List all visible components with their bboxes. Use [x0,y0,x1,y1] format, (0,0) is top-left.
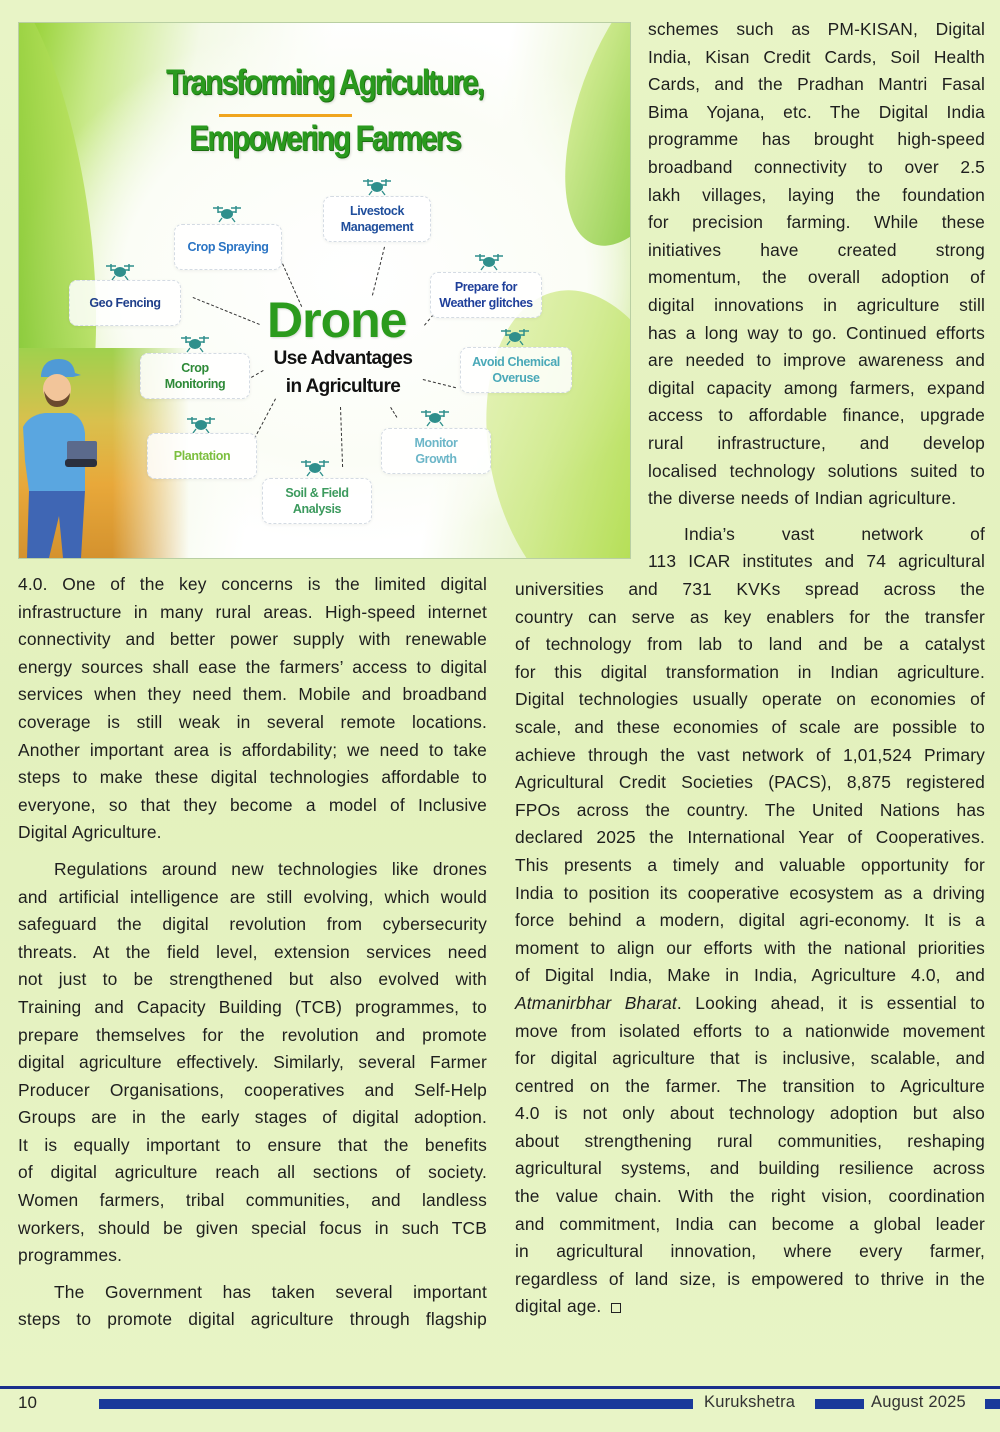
node-geo-fencing: Geo Fencing [69,280,181,326]
center-subtitle-line1: Use Advantages [273,348,413,369]
footer-bar [985,1399,1000,1409]
connector-line [390,407,397,418]
drone-icon [473,253,505,271]
footer-issue-date: August 2025 [871,1393,966,1411]
drone-icon [185,416,217,434]
node-monitor-growth: Monitor Growth [381,428,491,474]
drone-icon [179,335,211,353]
connector-line [340,407,343,467]
drone-icon [211,205,243,223]
footer-bar [99,1399,693,1409]
node-plantation: Plantation [147,433,257,479]
right-top-text-block: schemes such as PM-KISAN, Digital India, Kisan Credit Cards, Soil Health Cards, and the Pradhan Mantri Fasal Bima Yojana, etc. The Digital India programme has brought high-speed broadband connectivity to over 2.5 lakh villages, laying the foundation for precision farming. While these initiatives have created strong momentum, the overall adoption of digital innovations in agriculture still has a long way to go. Continued efforts are needed to improve awareness and digital capacity among farmers, expand access to affordable finance, upgrade rural infrastructure, and develop localised technology solutions suited to the diverse needs of Indian agriculture. [648,19,985,509]
node-weather-glitches: Prepare for Weather glitches [430,272,542,318]
node-soil-field-analysis: Soil & Field Analysis [262,478,372,524]
italic-line: Atmanirbhar Bharat. Looking ahead, it is essential to [515,992,986,1013]
right-para-india-network-start: India’s vast network of [684,524,985,544]
footer-bar [815,1399,864,1409]
end-mark-square-icon [611,1303,621,1313]
drone-icon [499,328,531,346]
drone-icon [299,459,331,477]
drone-icon [104,263,136,281]
final-line: digital age. [515,1293,985,1321]
node-avoid-chemical-overuse: Avoid Chemical Overuse [460,347,572,393]
connector-line [372,247,385,296]
farmer-with-drone-controller-illustration [19,341,99,558]
right-para-india-network-line2: 113 ICAR institutes and 74 agricultural [648,551,985,571]
node-livestock-management: Livestock Management [323,196,431,242]
footer-rule [0,1386,1000,1389]
center-subtitle-line2: in Agriculture [285,376,401,397]
italic-atmanirbhar-bharat: Atmanirbhar Bharat [515,992,677,1013]
page-number: 10 [18,1393,37,1412]
connector-line [254,399,276,439]
infographic-title-line1: Transforming Agriculture, [166,63,483,102]
left-column-text: 4.0. One of the key concerns is the limited digital infrastructure in many rural areas. High-speed internet connectivity and better power supply with renewable energy sources shall ease the farmers’ access to digital services when they need them. Mobile and broadband coverage is still weak in several remote locations. Another important area is affordability; we need to take steps to make these digital technologies affordable to everyone, so that they become a model of Inclusive Digital Agriculture. Regulations around new technologies like drones and artificial intelligence are still evolving, which would safeguard the digital revolution from cybersecurity threats. At the field level, extension services need not just to be strengthened but also evolved with Training and Capacity Building (TCB) programmes, to prepare themselves for the revolution and promote digital agriculture effectively. Similarly, several Farmer Producer Organisations, cooperatives and Self-Help Groups are in the early stages of digital adoption. It is equally important to ensure that the benefits of digital agriculture reach all sections of society. Women farmers, tribal communities, and landless workers, should be given special focus in such TCB programmes. The Government has taken several important steps to promote digital agriculture through flagship [18,574,487,1330]
node-crop-spraying: Crop Spraying [174,224,282,270]
infographic-title-line2: Empowering Farmers [189,119,460,158]
footer-magazine-name: Kurukshetra [704,1393,796,1411]
connector-line [193,297,260,325]
drone-infographic [18,22,631,559]
node-crop-monitoring: Crop Monitoring [140,353,250,399]
drone-icon [361,178,393,196]
right-column-text: universities and 731 KVKs spread across the country can serve as key enablers for the transfer of technology from lab to land and be a catalyst for this digital transformation in Indian agriculture. Digital technologies usually operate on economies of scale, and these economies of scale are possible to achieve through the vast network of 1,01,524 Primary Agricultural Credit Societies (PACS), 8,875 registered FPOs across the country. The United Nations has declared 2025 the International Year of Cooperatives. This presents a timely and valuable opportunity for India to position its cooperative ecosystem as a driving force behind a modern, digital agri-economy. It is a moment to align our efforts with the national priorities of Digital India, Make in India, Agriculture 4.0, and Atmanirbhar Bharat. Looking ahead, it is essential to move from isolated efforts to a nationwide movement for digital agriculture that is inclusive, scalable, and centred on the farmer. The transition to Agriculture 4.0 is not only about technology adoption but also about strengthening rural communities, reshaping agricultural systems, and building resilience across the value chain. With the right vision, coordination and commitment, India can become a global leader in agricultural innovation, where every farmer, regardless of land size, is empowered to thrive in the digital age. [515,576,985,1321]
drone-icon [419,409,451,427]
center-title-drone: Drone [267,292,407,348]
title-underline [219,114,352,117]
